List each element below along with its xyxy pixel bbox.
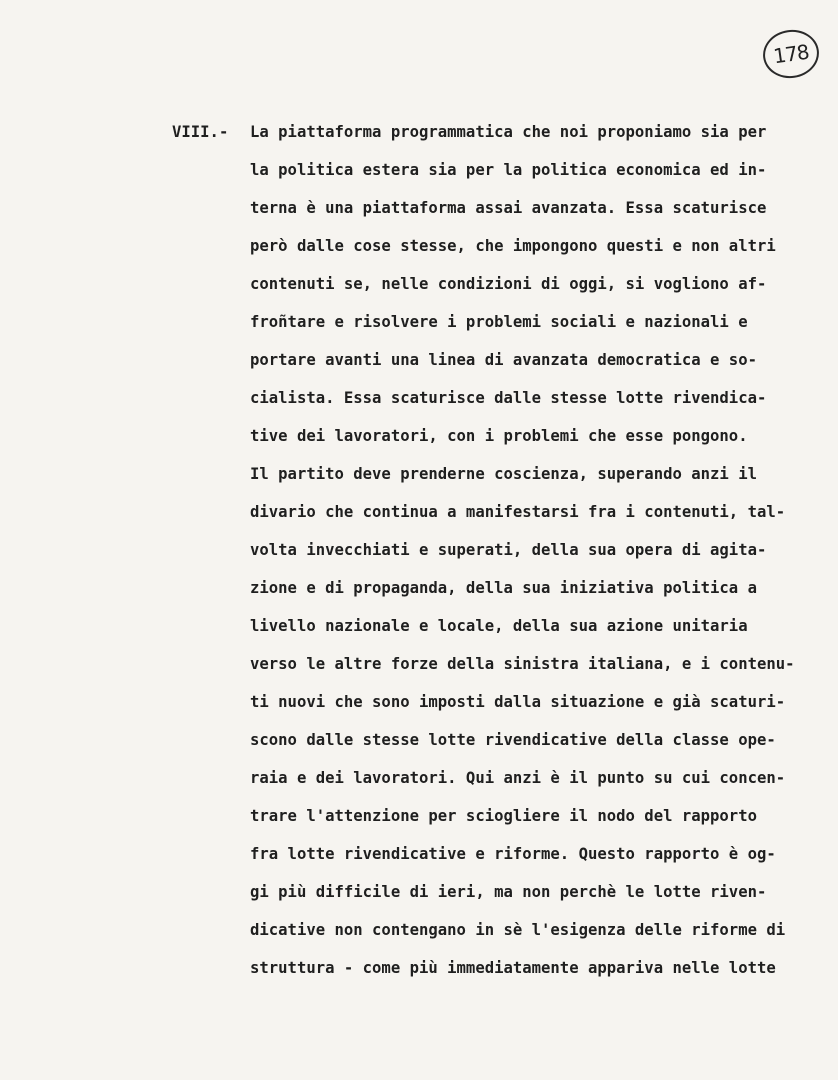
text-line: struttura - come più immediatamente appariva nelle lotte [250, 959, 776, 977]
text-line: froñtare e risolvere i problemi sociali e nazionali e [250, 313, 748, 331]
text-line: raia e dei lavoratori. Qui anzi è il punto su cui concen- [250, 769, 786, 787]
text-line: fra lotte rivendicative e riforme. Questo rapporto è og- [250, 845, 776, 863]
text-line: contenuti se, nelle condizioni di oggi, si vogliono af- [250, 275, 767, 293]
text-line: verso le altre forze della sinistra italiana, e i contenu- [250, 655, 795, 673]
text-line: Il partito deve prenderne coscienza, superando anzi il [250, 465, 757, 483]
page-number-stamp: 178 [760, 26, 822, 81]
text-line: ti nuovi che sono imposti dalla situazione e già scaturi- [250, 693, 786, 711]
text-line: livello nazionale e locale, della sua azione unitaria [250, 617, 748, 635]
text-line: dicative non contengano in sè l'esigenza delle riforme di [250, 921, 786, 939]
section-marker: VIII.- [172, 123, 229, 141]
text-line: La piattaforma programmatica che noi proponiamo sia per [250, 123, 767, 141]
text-line: portare avanti una linea di avanzata democratica e so- [250, 351, 757, 369]
text-line: scono dalle stesse lotte rivendicative della classe ope- [250, 731, 776, 749]
text-line: volta invecchiati e superati, della sua opera di agita- [250, 541, 767, 559]
text-line: terna è una piattaforma assai avanzata. Essa scaturisce [250, 199, 767, 217]
text-line: tive dei lavoratori, con i problemi che esse pongono. [250, 427, 748, 445]
text-line: però dalle cose stesse, che impongono questi e non altri [250, 237, 776, 255]
text-line: trare l'attenzione per sciogliere il nodo del rapporto [250, 807, 757, 825]
text-line: la politica estera sia per la politica economica ed in- [250, 161, 767, 179]
text-line: divario che continua a manifestarsi fra i contenuti, tal- [250, 503, 786, 521]
text-line: gi più difficile di ieri, ma non perchè le lotte riven- [250, 883, 767, 901]
text-line: zione e di propaganda, della sua iniziativa politica a [250, 579, 757, 597]
text-line: cialista. Essa scaturisce dalle stesse lotte rivendica- [250, 389, 767, 407]
